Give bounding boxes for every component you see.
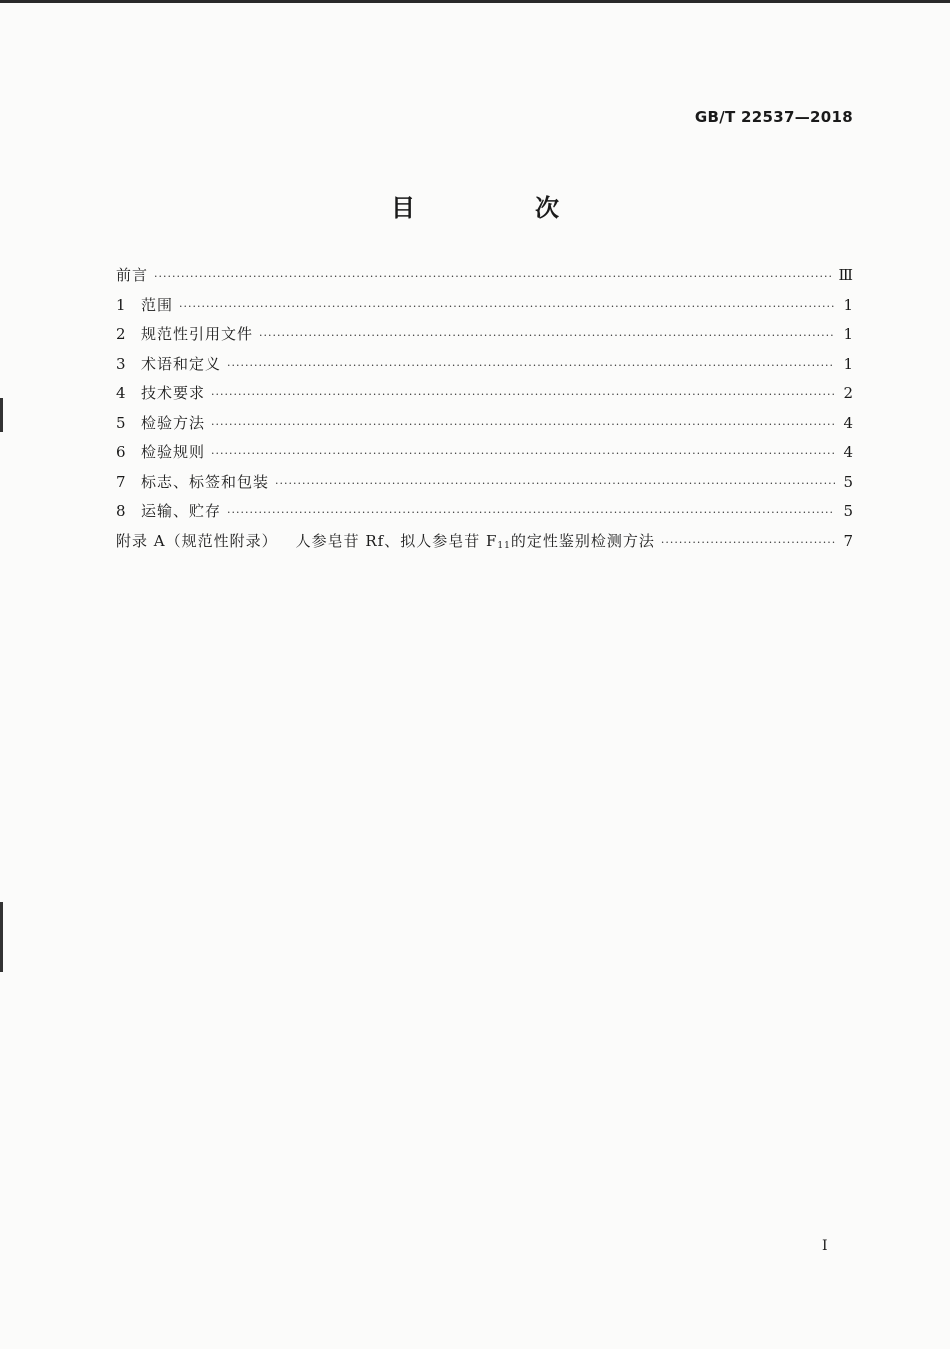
footer-page-number: I bbox=[822, 1238, 828, 1254]
toc-leader-dots bbox=[211, 447, 835, 460]
toc-entry-page: 1 bbox=[843, 325, 853, 343]
toc-entry-technical-requirements[interactable] bbox=[116, 382, 853, 412]
toc-leader-dots bbox=[227, 359, 835, 372]
toc-entry-page: 1 bbox=[843, 295, 853, 314]
toc-entry-number: 2 bbox=[116, 325, 126, 343]
scan-edge-mark bbox=[0, 398, 3, 432]
toc-entry-transport-storage[interactable] bbox=[116, 500, 853, 530]
toc-appendix-subscript: 11 bbox=[497, 540, 511, 551]
toc-leader-dots bbox=[259, 329, 835, 342]
toc-entry-label: 检验规则 bbox=[141, 443, 206, 461]
toc-entry-terms-definitions[interactable] bbox=[116, 353, 853, 383]
toc-entry-marking-labeling-packaging[interactable] bbox=[116, 471, 853, 501]
toc-entry-label: 运输、贮存 bbox=[141, 502, 222, 520]
toc-entry-number: 8 bbox=[116, 502, 126, 520]
toc-entry-label: 规范性引用文件 bbox=[141, 325, 254, 343]
toc-entry-number: 3 bbox=[116, 354, 126, 373]
scan-top-edge bbox=[0, 0, 950, 3]
toc-entry-number: 4 bbox=[116, 384, 126, 402]
toc-entry-appendix-a[interactable] bbox=[116, 530, 853, 560]
toc-leader-dots bbox=[661, 536, 835, 549]
toc-entry-scope[interactable] bbox=[116, 294, 853, 324]
toc-entry-label: 术语和定义 bbox=[141, 354, 222, 373]
toc-entry-number: 6 bbox=[116, 443, 126, 461]
standard-number: GB/T 22537—2018 bbox=[694, 108, 853, 126]
toc-entry-page: 5 bbox=[843, 502, 853, 520]
toc-leader-dots bbox=[179, 300, 835, 313]
toc-leader-dots bbox=[211, 418, 835, 431]
toc-leader-dots bbox=[211, 388, 835, 401]
table-of-contents bbox=[116, 264, 853, 559]
toc-appendix-prefix: 附录 A（规范性附录） bbox=[116, 531, 278, 550]
toc-entry-label: 检验方法 bbox=[141, 413, 206, 432]
page-title: 目 次 bbox=[391, 194, 607, 222]
toc-entry-page: 1 bbox=[843, 354, 853, 373]
toc-entry-foreword[interactable] bbox=[116, 264, 853, 294]
toc-entry-number: 7 bbox=[116, 472, 126, 491]
toc-entry-normative-references[interactable] bbox=[116, 323, 853, 353]
toc-entry-label: 前言 bbox=[116, 266, 149, 284]
toc-entry-page: 4 bbox=[843, 443, 853, 461]
toc-entry-inspection-rules[interactable] bbox=[116, 441, 853, 471]
toc-entry-test-methods[interactable] bbox=[116, 412, 853, 442]
toc-appendix-title bbox=[296, 530, 655, 551]
toc-entry-label: 标志、标签和包装 bbox=[141, 472, 270, 491]
toc-leader-dots bbox=[275, 477, 835, 490]
scan-edge-mark bbox=[0, 902, 3, 972]
toc-leader-dots bbox=[227, 506, 835, 519]
toc-leader-dots bbox=[154, 270, 833, 283]
toc-entry-page: 2 bbox=[843, 384, 853, 402]
toc-entry-number: 1 bbox=[116, 295, 126, 314]
toc-entry-page: 5 bbox=[843, 472, 853, 491]
toc-entry-number: 5 bbox=[116, 413, 126, 432]
toc-entry-page: Ⅲ bbox=[838, 266, 853, 284]
toc-entry-page: 4 bbox=[843, 413, 853, 432]
toc-appendix-title-part1: 人参皂苷 Rf、拟人参皂苷 F bbox=[295, 531, 498, 550]
toc-entry-label: 范围 bbox=[141, 295, 174, 314]
toc-entry-label: 技术要求 bbox=[141, 384, 206, 402]
toc-entry-page: 7 bbox=[843, 531, 853, 550]
toc-appendix-title-part2: 的定性鉴别检测方法 bbox=[510, 531, 655, 550]
